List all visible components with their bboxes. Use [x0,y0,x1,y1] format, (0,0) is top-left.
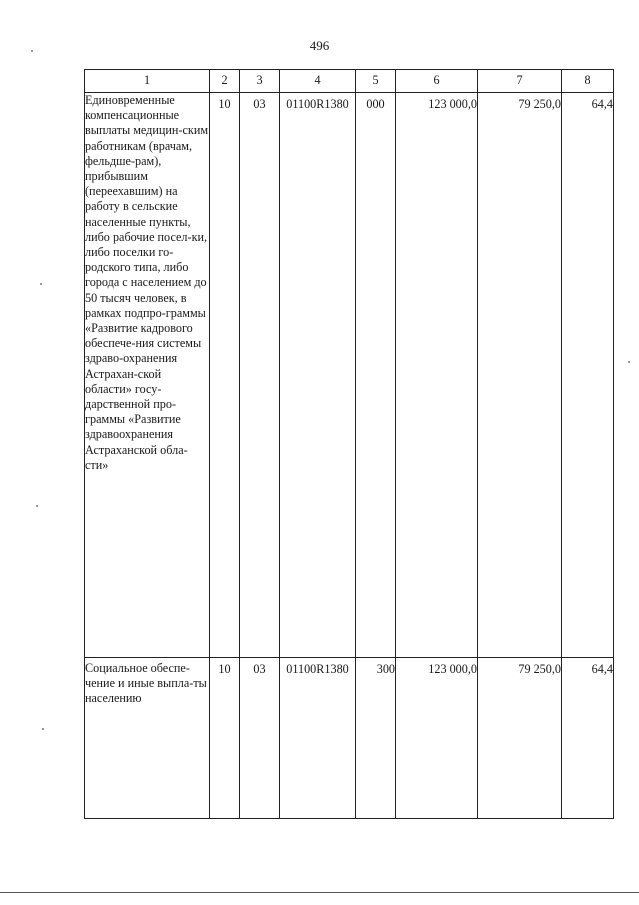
section-code: 10 [210,93,240,658]
page-number: 496 [309,38,330,53]
column-header: 3 [240,70,280,93]
table-header-row [85,70,614,93]
execution-percent: 64,4 [562,93,614,658]
executed-amount: 79 250,0 [478,93,562,658]
scan-speck [40,283,42,285]
bottom-divider [0,892,639,893]
planned-amount: 123 000,0 [396,658,478,819]
expense-type-code: 000 [356,93,396,658]
execution-percent: 64,4 [562,658,614,819]
target-article-code: 01100R1380 [280,93,356,658]
column-header: 1 [85,70,210,93]
column-header: 8 [562,70,614,93]
scan-speck [42,728,44,730]
column-header: 7 [478,70,562,93]
row-description: Единовременные компенсационные выплаты медицин-ским работникам (врачам, фельдше-рам), прибывшим (переехавшим) на работу в сельские населенные пункты, либо рабочие посел-ки, либо поселки го-родского типа, либо города с населением до 50 тысяч человек, в рамках подпро-граммы «Развитие кадрового обеспече-ния системы здраво-охранения Астрахан-ской области» госу-дарственной про-граммы «Развитие здравоохранения Астраханской обла-сти» [85,93,210,658]
scan-speck [31,50,33,52]
subsection-code: 03 [240,93,280,658]
planned-amount: 123 000,0 [396,93,478,658]
column-header: 4 [280,70,356,93]
budget-table [84,69,614,819]
table-row [85,658,614,819]
column-header: 2 [210,70,240,93]
scan-speck [36,505,38,507]
expense-type-code: 300 [356,658,396,819]
column-header: 5 [356,70,396,93]
executed-amount: 79 250,0 [478,658,562,819]
row-description: Социальное обеспе-чение и иные выпла-ты населению [85,658,210,819]
column-header: 6 [396,70,478,93]
subsection-code: 03 [240,658,280,819]
target-article-code: 01100R1380 [280,658,356,819]
scan-speck [628,361,630,363]
section-code: 10 [210,658,240,819]
table-row [85,93,614,658]
